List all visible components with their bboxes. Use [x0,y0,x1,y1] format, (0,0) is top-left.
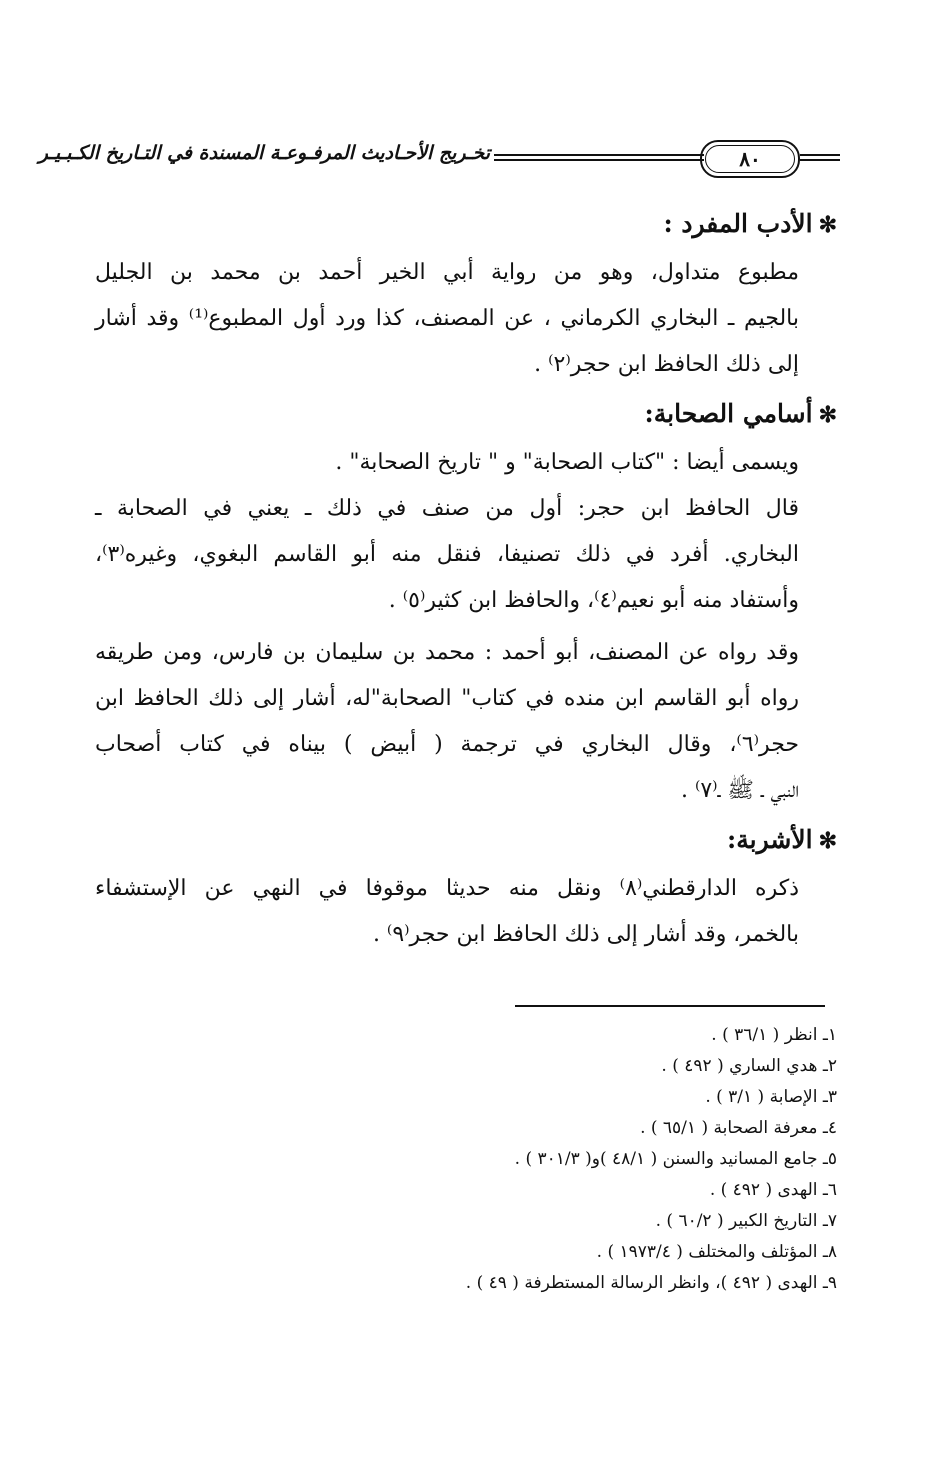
footnote: ٩ـ الهدى ( ٤٩٢ )، وانظر الرسالة المستطرفة ( ٤٩ ) . [465,1273,837,1293]
footnote: ٢ـ هدي الساري ( ٤٩٢ ) . [661,1056,837,1076]
text-line: وقد رواه عن المصنف، أبو أحمد : محمد بن سليمان بن فارس، ومن طريقه [95,640,799,665]
text-line: مطبوع متداول، وهو من رواية أبي الخير أحمد بن محمد بن الجليل [95,260,799,285]
footnote: ٣ـ الإصابة ( ٣/١ ) . [705,1087,837,1107]
asterisk-icon: ✻ [818,402,837,428]
footnote: ٥ـ جامع المسانيد والسنن ( ٤٨/١ )و( ٣٠١/٣ ) . [514,1149,837,1169]
paragraph [95,250,837,388]
footnote: ٦ـ الهدى ( ٤٩٢ ) . [709,1180,837,1200]
asterisk-icon: ✻ [818,212,837,238]
section-heading: ✻الأدب المفرد : [663,209,837,238]
running-title: تخـريج الأحـاديث المرفـوعـة المسندة في التـاريخ الكـبـيـر [38,142,490,164]
main-text [95,198,837,958]
paragraph [95,630,837,814]
page-header [38,138,840,180]
page-number: ٨٠ [739,147,761,171]
footnote: ٤ـ معرفة الصحابة ( ٦٥/١ ) . [640,1118,837,1138]
text-line: النبي ـ ﷺ ـ⁽٧⁾ . [680,778,799,803]
footnote-separator [515,1005,825,1007]
header-rule-middle [494,154,704,161]
section-heading: ✻الأشربة: [727,825,837,854]
section-heading: ✻أسامي الصحابة: [644,399,837,428]
text-line: قال الحافظ ابن حجر: أول من صنف في ذلك ـ يعني في الصحابة ـ [95,496,799,521]
footnote: ٨ـ المؤتلف والمختلف ( ١٩٧٣/٤ ) . [596,1242,837,1262]
text-line: بالخمر، وقد أشار إلى ذلك الحافظ ابن حجر⁽٩⁾ . [372,922,799,947]
header-rule-right [800,154,840,161]
text-line: ذكره الدارقطني⁽٨⁾ ونقل منه حديثا موقوفا في النهي عن الإستشفاء [95,876,799,901]
footnote: ٧ـ التاريخ الكبير ( ٦٠/٢ ) . [655,1211,837,1231]
text-line: بالجيم ـ البخاري الكرماني ، عن المصنف، كذا ورد أول المطبوع⁽¹⁾ وقد أشار [95,306,799,331]
paragraph [95,866,837,958]
text-line: البخاري. أفرد في ذلك تصنيفا، فنقل منه أبو القاسم البغوي، وغيره⁽٣⁾، [95,542,799,567]
footnotes-list [95,1020,837,1299]
asterisk-icon: ✻ [818,828,837,854]
text-line: ويسمى أيضا : "كتاب الصحابة" و " تاريخ الصحابة" . [335,450,799,475]
paragraph [95,486,837,624]
text-line: حجر⁽٦⁾، وقال البخاري في ترجمة ( أبيض ) بيناه في كتاب أصحاب [95,732,799,757]
paragraph [95,440,837,486]
text-line: إلى ذلك الحافظ ابن حجر⁽٢⁾ . [534,352,799,377]
page-number-badge [700,140,800,178]
footnote: ١ـ انظر ( ٣٦/١ ) . [711,1025,837,1045]
text-line: رواه أبو القاسم ابن منده في كتاب" الصحابة"له، أشار إلى ذلك الحافظ ابن [95,686,799,711]
text-line: وأستفاد منه أبو نعيم⁽٤⁾، والحافظ ابن كثير⁽٥⁾ . [388,588,799,613]
